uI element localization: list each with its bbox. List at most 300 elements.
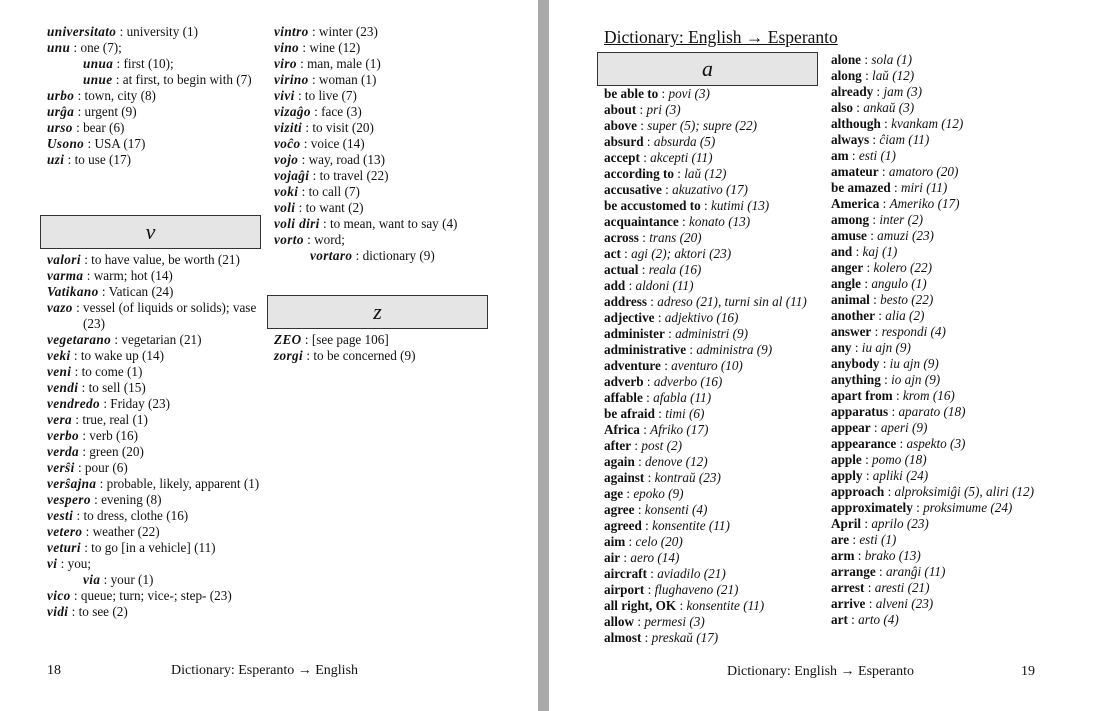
entry-separator: : bbox=[866, 228, 878, 243]
entry-headword: arrange bbox=[831, 564, 876, 579]
entry-headword: vivi bbox=[274, 88, 295, 103]
entry-headword: all right, OK bbox=[604, 598, 677, 613]
dictionary-entry bbox=[604, 294, 819, 310]
entry-separator: : bbox=[116, 24, 127, 39]
entry-headword: Usono bbox=[47, 136, 85, 151]
entry-headword: adverb bbox=[604, 374, 644, 389]
entry-separator: : bbox=[863, 260, 874, 275]
dictionary-entry bbox=[604, 134, 819, 150]
dictionary-entry bbox=[47, 252, 262, 268]
entry-headword: Vatikano bbox=[47, 284, 99, 299]
entry-separator: : bbox=[298, 184, 309, 199]
entry-separator: : bbox=[873, 84, 884, 99]
entry-separator: : bbox=[879, 356, 890, 371]
entry-definition: aranĝi (11) bbox=[885, 564, 946, 579]
entry-separator: : bbox=[854, 548, 865, 563]
dictionary-entry bbox=[47, 88, 257, 104]
dictionary-entry bbox=[274, 104, 494, 120]
entry-definition: epoko (9) bbox=[633, 486, 684, 501]
entry-separator: : bbox=[862, 468, 873, 483]
entry-separator: : bbox=[861, 516, 872, 531]
dictionary-entry bbox=[47, 56, 257, 72]
dictionary-entry bbox=[831, 100, 1043, 116]
entry-headword: always bbox=[831, 132, 870, 147]
entry-separator: : bbox=[111, 332, 122, 347]
entry-headword: airport bbox=[604, 582, 645, 597]
entry-headword: already bbox=[831, 84, 874, 99]
entry-headword: amateur bbox=[831, 164, 879, 179]
entry-separator: : bbox=[879, 196, 890, 211]
entry-separator: : bbox=[78, 380, 89, 395]
entry-separator: : bbox=[654, 406, 666, 421]
entry-headword: absurd bbox=[604, 134, 644, 149]
entry-separator: : bbox=[849, 532, 860, 547]
entry-separator: : bbox=[647, 294, 658, 309]
entry-headword: verda bbox=[47, 444, 80, 459]
right-column-2 bbox=[831, 52, 1043, 628]
dictionary-entry bbox=[831, 580, 1043, 596]
entry-separator: : bbox=[851, 340, 862, 355]
section-header-a: a bbox=[597, 52, 818, 86]
entry-headword: although bbox=[831, 116, 881, 131]
entry-separator: : bbox=[700, 198, 711, 213]
entry-headword: anything bbox=[831, 372, 881, 387]
dictionary-entry bbox=[604, 502, 819, 518]
dictionary-entry bbox=[274, 200, 494, 216]
running-title: Dictionary: English → Esperanto bbox=[604, 27, 838, 47]
dictionary-entry bbox=[274, 216, 494, 232]
entry-separator: : bbox=[90, 492, 102, 507]
entry-headword: unu bbox=[47, 40, 71, 55]
entry-headword: aim bbox=[604, 534, 626, 549]
entry-definition: weather (22) bbox=[92, 524, 160, 539]
right-column-1 bbox=[604, 86, 819, 646]
entry-separator: : bbox=[57, 556, 68, 571]
entry-headword: vintro bbox=[274, 24, 309, 39]
entry-headword: accusative bbox=[604, 182, 662, 197]
entry-definition: brako (13) bbox=[864, 548, 921, 563]
entry-headword: voĉo bbox=[274, 136, 301, 151]
entry-definition: kolero (22) bbox=[873, 260, 932, 275]
entry-headword: veturi bbox=[47, 540, 81, 555]
entry-headword: ZEO bbox=[274, 332, 302, 347]
entry-definition: to see (2) bbox=[78, 604, 128, 619]
entry-separator: : bbox=[96, 476, 107, 491]
entry-headword: agree bbox=[604, 502, 635, 517]
dictionary-entry bbox=[274, 120, 494, 136]
dictionary-entry bbox=[604, 374, 819, 390]
dictionary-entry bbox=[274, 348, 494, 364]
entry-headword: air bbox=[604, 550, 621, 565]
entry-separator: : bbox=[864, 580, 875, 595]
entry-definition: iu ajn (9) bbox=[889, 356, 939, 371]
entry-separator: : bbox=[82, 524, 93, 539]
entry-definition: verb (16) bbox=[89, 428, 138, 443]
entry-separator: : bbox=[64, 152, 75, 167]
entry-definition: aviadilo (21) bbox=[657, 566, 726, 581]
entry-separator: : bbox=[654, 310, 665, 325]
dictionary-entry bbox=[604, 198, 819, 214]
entry-separator: : bbox=[880, 372, 892, 387]
dictionary-entry bbox=[831, 84, 1043, 100]
dictionary-entry bbox=[604, 358, 819, 374]
entry-separator: : bbox=[80, 540, 92, 555]
entry-separator: : bbox=[301, 332, 312, 347]
entry-definition: Friday (23) bbox=[110, 396, 170, 411]
entry-separator: : bbox=[642, 390, 654, 405]
dictionary-entry bbox=[604, 326, 819, 342]
entry-headword: across bbox=[604, 230, 639, 245]
entry-separator: : bbox=[892, 388, 903, 403]
entry-definition: trans (20) bbox=[649, 230, 702, 245]
entry-definition: aventuro (10) bbox=[671, 358, 743, 373]
entry-headword: anybody bbox=[831, 356, 880, 371]
entry-separator: : bbox=[113, 56, 124, 71]
entry-separator: : bbox=[319, 216, 330, 231]
dictionary-entry bbox=[604, 534, 819, 550]
entry-separator: : bbox=[878, 164, 889, 179]
dictionary-entry bbox=[604, 566, 819, 582]
entry-separator: : bbox=[68, 604, 79, 619]
dictionary-entry bbox=[604, 342, 819, 358]
entry-separator: : bbox=[643, 374, 654, 389]
dictionary-entry bbox=[604, 102, 819, 118]
dictionary-entry bbox=[47, 120, 257, 136]
entry-definition: konsentite (11) bbox=[652, 518, 730, 533]
entry-headword: valori bbox=[47, 252, 81, 267]
entry-definition: to go [in a vehicle] (11) bbox=[91, 540, 216, 555]
entry-headword: unue bbox=[83, 72, 113, 87]
entry-separator: : bbox=[100, 396, 111, 411]
entry-definition: to wake up (14) bbox=[80, 348, 164, 363]
dictionary-entry bbox=[47, 332, 262, 348]
entry-headword: am bbox=[831, 148, 849, 163]
entry-headword: universitato bbox=[47, 24, 117, 39]
entry-separator: : bbox=[639, 422, 651, 437]
dictionary-entry bbox=[831, 388, 1043, 404]
entry-definition: man, male (1) bbox=[307, 56, 381, 71]
entry-definition: inter (2) bbox=[879, 212, 923, 227]
entry-definition: agi (2); aktori (23) bbox=[631, 246, 732, 261]
entry-definition: university (1) bbox=[126, 24, 198, 39]
entry-separator: : bbox=[74, 88, 85, 103]
entry-definition: celo (20) bbox=[635, 534, 683, 549]
entry-headword: verbo bbox=[47, 428, 80, 443]
entry-definition: jam (3) bbox=[883, 84, 922, 99]
entry-separator: : bbox=[638, 262, 649, 277]
entry-separator: : bbox=[861, 52, 872, 67]
entry-separator: : bbox=[880, 116, 892, 131]
section-header-z: z bbox=[267, 295, 488, 329]
entry-separator: : bbox=[634, 614, 645, 629]
entry-definition: povi (3) bbox=[668, 86, 710, 101]
entry-headword: almost bbox=[604, 630, 642, 645]
entry-headword: approximately bbox=[831, 500, 913, 515]
entry-definition: afabla (11) bbox=[653, 390, 712, 405]
entry-separator: : bbox=[634, 502, 645, 517]
entry-definition: laŭ (12) bbox=[872, 68, 915, 83]
entry-headword: administrative bbox=[604, 342, 687, 357]
entry-definition: adreso (21), turni sin al (11) bbox=[657, 294, 807, 309]
entry-definition: aero (14) bbox=[630, 550, 680, 565]
dictionary-entry bbox=[47, 268, 262, 284]
dictionary-entry bbox=[47, 104, 257, 120]
entry-definition: to want (2) bbox=[305, 200, 364, 215]
entry-definition: to travel (22) bbox=[319, 168, 389, 183]
entry-headword: uzi bbox=[47, 152, 65, 167]
entry-headword: vespero bbox=[47, 492, 91, 507]
dictionary-entry bbox=[274, 332, 494, 348]
entry-headword: actual bbox=[604, 262, 639, 277]
entry-headword: vendredo bbox=[47, 396, 101, 411]
entry-separator: : bbox=[625, 278, 636, 293]
dictionary-entry bbox=[274, 24, 494, 40]
dictionary-entry bbox=[47, 492, 262, 508]
entry-headword: adventure bbox=[604, 358, 661, 373]
entry-separator: : bbox=[294, 88, 305, 103]
entry-definition: aldoni (11) bbox=[635, 278, 694, 293]
dictionary-entry bbox=[831, 484, 1043, 500]
dictionary-entry bbox=[831, 244, 1043, 260]
entry-separator: : bbox=[296, 56, 308, 71]
entry-headword: vojaĝi bbox=[274, 168, 310, 183]
entry-definition: iu ajn (9) bbox=[861, 340, 911, 355]
entry-definition: evening (8) bbox=[101, 492, 162, 507]
entry-headword: apart from bbox=[831, 388, 893, 403]
entry-separator: : bbox=[631, 438, 642, 453]
dictionary-entry bbox=[831, 180, 1043, 196]
entry-definition: ĉiam (11) bbox=[879, 132, 930, 147]
dictionary-entry bbox=[831, 372, 1043, 388]
entry-separator: : bbox=[72, 120, 84, 135]
entry-definition: word; bbox=[314, 232, 345, 247]
entry-separator: : bbox=[884, 484, 895, 499]
entry-separator: : bbox=[112, 72, 123, 87]
left-column-2-upper bbox=[274, 24, 494, 264]
entry-definition: io ajn (9) bbox=[891, 372, 941, 387]
entry-definition: kaj (1) bbox=[862, 244, 898, 259]
entry-separator: : bbox=[869, 292, 881, 307]
entry-separator: : bbox=[634, 454, 646, 469]
entry-definition: to come (1) bbox=[81, 364, 143, 379]
entry-definition: post (2) bbox=[641, 438, 683, 453]
entry-headword: age bbox=[604, 486, 624, 501]
entry-headword: America bbox=[831, 196, 880, 211]
entry-headword: another bbox=[831, 308, 875, 323]
dictionary-entry bbox=[604, 406, 819, 422]
entry-headword: animal bbox=[831, 292, 870, 307]
dictionary-entry bbox=[274, 56, 494, 72]
entry-separator: : bbox=[79, 444, 90, 459]
entry-definition: to use (17) bbox=[74, 152, 132, 167]
entry-headword: urso bbox=[47, 120, 73, 135]
entry-headword: viro bbox=[274, 56, 297, 71]
entry-definition: akuzativo (17) bbox=[672, 182, 748, 197]
dictionary-entry bbox=[604, 150, 819, 166]
dictionary-entry bbox=[274, 88, 494, 104]
entry-separator: : bbox=[70, 40, 81, 55]
entry-headword: accept bbox=[604, 150, 640, 165]
dictionary-entry bbox=[47, 364, 262, 380]
left-page bbox=[0, 0, 538, 711]
entry-separator: : bbox=[303, 348, 314, 363]
entry-headword: be able to bbox=[604, 86, 659, 101]
entry-headword: against bbox=[604, 470, 645, 485]
entry-definition: USA (17) bbox=[94, 136, 146, 151]
entry-definition: vegetarian (21) bbox=[121, 332, 202, 347]
dictionary-entry bbox=[604, 118, 819, 134]
entry-definition: konato (13) bbox=[689, 214, 751, 229]
dictionary-entry bbox=[831, 308, 1043, 324]
entry-separator: : bbox=[70, 588, 81, 603]
entry-definition: arto (4) bbox=[858, 612, 899, 627]
entry-definition: urgent (9) bbox=[84, 104, 137, 119]
dictionary-entry bbox=[47, 524, 262, 540]
dictionary-entry bbox=[604, 614, 819, 630]
entry-headword: voli bbox=[274, 200, 296, 215]
dictionary-entry bbox=[47, 572, 262, 588]
entry-headword: verŝi bbox=[47, 460, 75, 475]
entry-headword: virino bbox=[274, 72, 309, 87]
entry-separator: : bbox=[295, 200, 306, 215]
dictionary-entry bbox=[47, 396, 262, 412]
entry-headword: unua bbox=[83, 56, 114, 71]
entry-headword: act bbox=[604, 246, 621, 261]
entry-separator: : bbox=[308, 24, 319, 39]
entry-definition: respondi (4) bbox=[881, 324, 946, 339]
entry-definition: to visit (20) bbox=[312, 120, 374, 135]
dictionary-entry bbox=[604, 582, 819, 598]
entry-headword: adjective bbox=[604, 310, 655, 325]
entry-definition: preskaŭ (17) bbox=[651, 630, 719, 645]
entry-definition: true, real (1) bbox=[82, 412, 148, 427]
entry-separator: : bbox=[70, 348, 81, 363]
dictionary-entry bbox=[47, 284, 262, 300]
entry-definition: face (3) bbox=[321, 104, 362, 119]
dictionary-entry bbox=[831, 468, 1043, 484]
entry-definition: adjektivo (16) bbox=[664, 310, 739, 325]
entry-headword: allow bbox=[604, 614, 635, 629]
dictionary-entry bbox=[831, 612, 1043, 628]
dictionary-entry bbox=[831, 532, 1043, 548]
entry-separator: : bbox=[308, 72, 319, 87]
entry-headword: viziti bbox=[274, 120, 303, 135]
footer-title-right: Dictionary: English → Esperanto bbox=[727, 664, 915, 679]
entry-headword: vizaĝo bbox=[274, 104, 311, 119]
dictionary-entry bbox=[47, 428, 262, 444]
entry-separator: : bbox=[352, 248, 363, 263]
dictionary-entry bbox=[831, 596, 1043, 612]
entry-definition: miri (11) bbox=[900, 180, 948, 195]
entry-separator: : bbox=[646, 566, 658, 581]
entry-headword: art bbox=[831, 612, 848, 627]
entry-separator: : bbox=[74, 460, 85, 475]
entry-definition: amuzi (23) bbox=[877, 228, 934, 243]
dictionary-entry bbox=[47, 24, 257, 40]
entry-headword: above bbox=[604, 118, 637, 133]
dictionary-entry bbox=[47, 588, 262, 604]
entry-definition: Vatican (24) bbox=[108, 284, 174, 299]
dictionary-entry bbox=[604, 630, 819, 646]
entry-definition: ankaŭ (3) bbox=[863, 100, 915, 115]
entry-headword: amuse bbox=[831, 228, 867, 243]
entry-definition: administra (9) bbox=[696, 342, 773, 357]
entry-separator: : bbox=[847, 612, 859, 627]
page-number-left: 18 bbox=[47, 663, 61, 678]
entry-definition: to call (7) bbox=[308, 184, 360, 199]
entry-separator: : bbox=[888, 404, 899, 419]
dictionary-entry bbox=[831, 564, 1043, 580]
entry-definition: administri (9) bbox=[675, 326, 748, 341]
dictionary-entry bbox=[604, 486, 819, 502]
dictionary-entry bbox=[47, 152, 257, 168]
dictionary-entry bbox=[604, 422, 819, 438]
entry-separator: : bbox=[71, 364, 82, 379]
dictionary-entry bbox=[831, 212, 1043, 228]
dictionary-entry bbox=[47, 348, 262, 364]
entry-headword: aircraft bbox=[604, 566, 647, 581]
entry-headword: answer bbox=[831, 324, 872, 339]
dictionary-entry bbox=[47, 460, 262, 476]
entry-headword: veki bbox=[47, 348, 71, 363]
dictionary-entry bbox=[274, 136, 494, 152]
entry-definition: proksimume (24) bbox=[923, 500, 1013, 515]
entry-separator: : bbox=[641, 630, 652, 645]
dictionary-entry bbox=[604, 246, 819, 262]
entry-separator: : bbox=[870, 420, 881, 435]
left-column-1-upper bbox=[47, 24, 257, 168]
entry-headword: Africa bbox=[604, 422, 640, 437]
entry-definition: esti (1) bbox=[859, 532, 897, 547]
entry-headword: anger bbox=[831, 260, 864, 275]
dictionary-entry bbox=[47, 508, 262, 524]
entry-separator: : bbox=[852, 244, 863, 259]
entry-separator: : bbox=[861, 276, 872, 291]
entry-headword: along bbox=[831, 68, 862, 83]
entry-separator: : bbox=[623, 486, 634, 501]
entry-headword: affable bbox=[604, 390, 643, 405]
entry-headword: appear bbox=[831, 420, 871, 435]
dictionary-entry bbox=[831, 148, 1043, 164]
dictionary-entry bbox=[831, 260, 1043, 276]
section-header-v: v bbox=[40, 215, 261, 249]
entry-headword: administer bbox=[604, 326, 665, 341]
entry-headword: vi bbox=[47, 556, 58, 571]
entry-definition: konsenti (4) bbox=[644, 502, 708, 517]
entry-definition: way, road (13) bbox=[308, 152, 385, 167]
entry-headword: acquaintance bbox=[604, 214, 679, 229]
dictionary-entry bbox=[831, 500, 1043, 516]
entry-definition: at first, to begin with (7) bbox=[122, 72, 252, 87]
dictionary-entry bbox=[604, 598, 819, 614]
entry-separator: : bbox=[638, 230, 650, 245]
footer-title-left: Dictionary: Esperanto → English bbox=[171, 663, 359, 678]
left-column-1-lower bbox=[47, 252, 262, 620]
dictionary-entry bbox=[831, 452, 1043, 468]
dictionary-entry bbox=[831, 404, 1043, 420]
entry-headword: approach bbox=[831, 484, 885, 499]
entry-headword: apple bbox=[831, 452, 862, 467]
entry-separator: : bbox=[661, 182, 673, 197]
dictionary-entry bbox=[274, 232, 494, 248]
entry-separator: : bbox=[72, 300, 84, 315]
entry-separator: : bbox=[643, 134, 654, 149]
entry-definition: to live (7) bbox=[304, 88, 357, 103]
dictionary-entry bbox=[47, 72, 257, 88]
entry-separator: : bbox=[73, 508, 84, 523]
entry-definition: besto (22) bbox=[880, 292, 934, 307]
entry-definition: warm; hot (14) bbox=[93, 268, 173, 283]
